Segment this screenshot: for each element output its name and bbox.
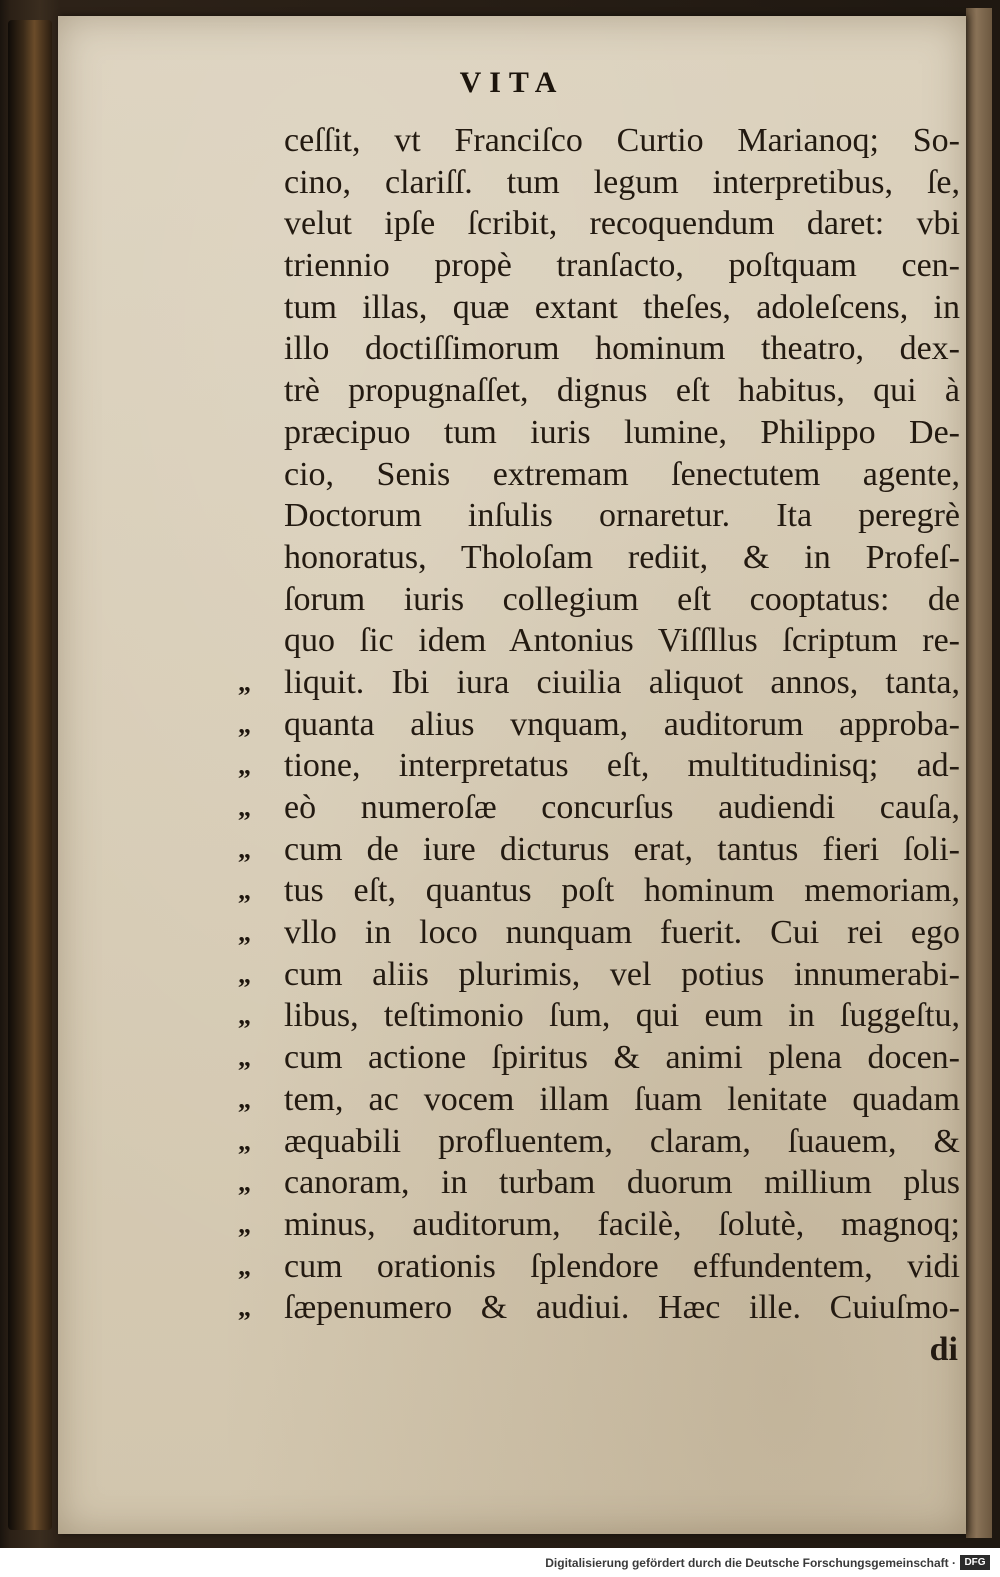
text-line: [238, 912, 960, 954]
text-line: [284, 203, 960, 245]
running-head: VITA: [459, 66, 565, 99]
text-line: [238, 704, 960, 746]
footer-credit: Digitalisierung gefördert durch die Deutsche Forschungsgemeinschaft ·: [545, 1556, 956, 1570]
text-line: [238, 1287, 960, 1329]
line-text: tum illas, quæ extant theſes, adoleſcens, in: [284, 288, 960, 326]
text-line: [284, 370, 960, 412]
line-text: vllo in loco nunquam fuerit. Cui rei ego: [284, 914, 960, 952]
line-text: ſorum iuris collegium eſt cooptatus: de: [284, 580, 960, 618]
quotation-marker: „: [238, 834, 251, 864]
book-page: [58, 16, 966, 1534]
dfg-logo: DFG: [960, 1555, 990, 1570]
text-line: [238, 995, 960, 1037]
body-text: [238, 120, 960, 1371]
text-line: [238, 1121, 960, 1163]
text-line: [238, 745, 960, 787]
line-text: velut ipſe ſcribit, recoquendum daret: vbi: [284, 205, 960, 243]
quotation-marker: „: [238, 959, 251, 989]
line-text: canoram, in turbam duorum millium plus: [284, 1164, 960, 1202]
line-text: cio, Senis extremam ſenectutem agente,: [284, 455, 960, 493]
line-text: triennio propè tranſacto, poſtquam cen-: [284, 247, 960, 285]
quotation-marker: „: [238, 709, 251, 739]
text-line: [284, 162, 960, 204]
text-line: [238, 954, 960, 996]
quotation-marker: „: [238, 751, 251, 781]
quotation-marker: „: [238, 1209, 251, 1239]
text-line: [238, 1079, 960, 1121]
line-text: cum aliis plurimis, vel potius innumerabi-: [284, 955, 960, 993]
book-spine-strip: [8, 20, 52, 1530]
text-line: [284, 328, 960, 370]
line-text: ſæpenumero & audiui. Hæc ille. Cuiuſmo-: [284, 1289, 960, 1327]
quotation-marker: „: [238, 1293, 251, 1323]
text-line: [284, 579, 960, 621]
quotation-marker: „: [238, 1001, 251, 1031]
text-line: [284, 412, 960, 454]
line-text: tione, interpretatus eſt, multitudinisq; ad-: [284, 747, 960, 785]
text-line: [284, 537, 960, 579]
text-line: [284, 287, 960, 329]
quotation-marker: „: [238, 876, 251, 906]
line-text: tem, ac vocem illam ſuam lenitate quadam: [284, 1080, 960, 1118]
line-text: quanta alius vnquam, auditorum approba-: [284, 705, 960, 743]
line-text: quo ſic idem Antonius Viſſllus ſcriptum re-: [284, 622, 960, 660]
catchword: di: [929, 1330, 958, 1368]
line-text: trè propugnaſſet, dignus eſt habitus, qui à: [284, 372, 960, 410]
line-text: Doctorum inſulis ornaretur. Ita peregrè: [284, 497, 960, 535]
quotation-marker: „: [238, 1168, 251, 1198]
quotation-marker: „: [238, 1043, 251, 1073]
quotation-marker: „: [238, 1126, 251, 1156]
text-line: [238, 787, 960, 829]
text-line: [284, 620, 960, 662]
quotation-marker: „: [238, 1251, 251, 1281]
line-text: honoratus, Tholoſam rediit, & in Profeſ-: [284, 538, 960, 576]
line-text: minus, auditorum, facilè, ſolutè, magnoq;: [284, 1205, 960, 1243]
text-line: [284, 120, 960, 162]
quotation-marker: „: [238, 918, 251, 948]
text-line: [238, 1162, 960, 1204]
text-line: [238, 870, 960, 912]
line-text: præcipuo tum iuris lumine, Philippo De-: [284, 413, 960, 451]
line-text: ceſſit, vt Franciſco Curtio Marianoq; So-: [284, 122, 960, 159]
text-line: [284, 495, 960, 537]
page-right-edge: [966, 8, 992, 1538]
line-text: liquit. Ibi iura ciuilia aliquot annos, tanta,: [284, 663, 960, 701]
quotation-marker: „: [238, 793, 251, 822]
quotation-marker: „: [238, 1084, 251, 1114]
line-text: tus eſt, quantus poſt hominum memoriam,: [284, 872, 960, 910]
text-line: [238, 1037, 960, 1079]
text-line: [238, 1204, 960, 1246]
text-line: [284, 245, 960, 287]
line-text: cum actione ſpiritus & animi plena docen-: [284, 1039, 960, 1077]
text-line: [238, 1246, 960, 1288]
line-text: æquabili profluentem, claram, ſuauem, &: [284, 1122, 960, 1160]
line-text: cum de iure dicturus erat, tantus fieri ſoli-: [284, 830, 960, 868]
line-text: cum orationis ſplendore effundentem, vidi: [284, 1247, 960, 1285]
text-line: [284, 454, 960, 496]
line-text: libus, teſtimonio ſum, qui eum in ſuggeſtu,: [284, 997, 960, 1035]
text-line: [238, 829, 960, 871]
quotation-marker: „: [238, 667, 251, 697]
line-text: illo doctiſſimorum hominum theatro, dex-: [284, 330, 960, 368]
line-text: eò numeroſæ concurſus audiendi cauſa,: [284, 789, 960, 826]
text-line: [238, 662, 960, 704]
line-text: cino, clariſſ. tum legum interpretibus, ſe,: [284, 163, 960, 201]
